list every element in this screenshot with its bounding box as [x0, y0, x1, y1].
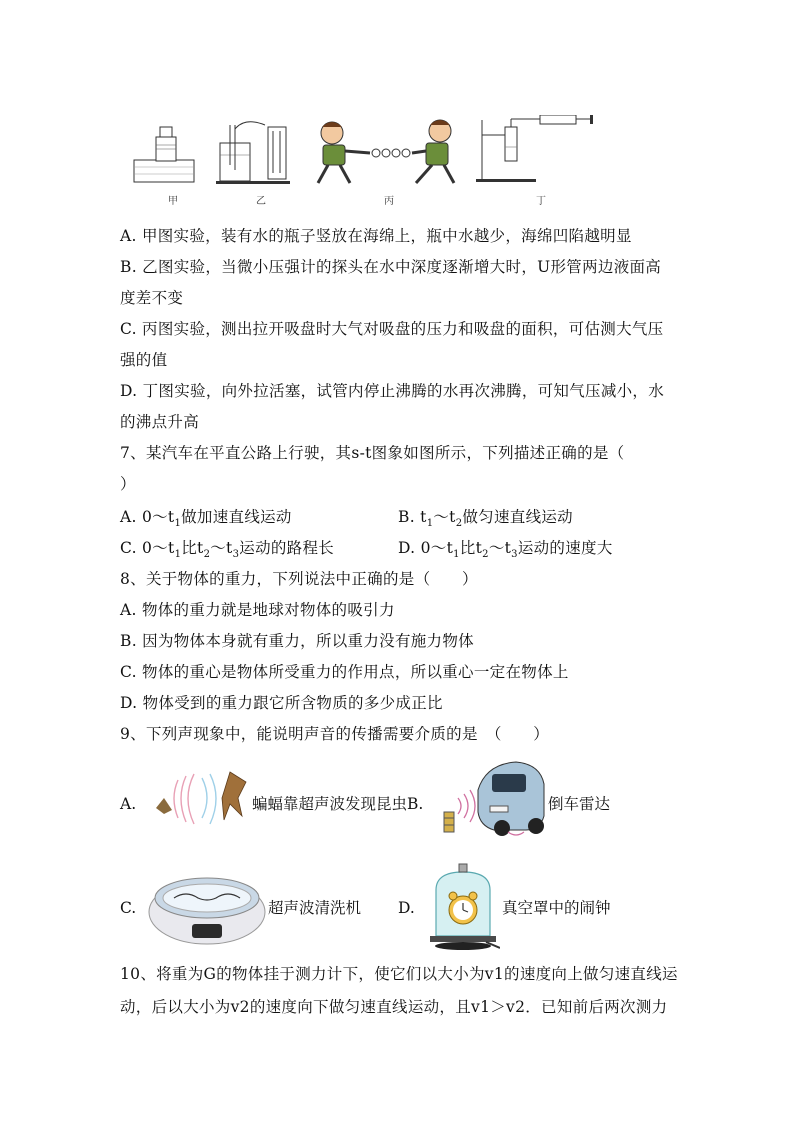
bat-insect-image — [150, 768, 250, 828]
manometer-figure — [216, 122, 290, 184]
q8-option-d: D. 物体受到的重力跟它所含物质的多少成正比 — [120, 694, 443, 712]
ultrasonic-cleaner-image — [146, 868, 268, 948]
q7-option-a — [120, 507, 292, 530]
q7-c-text: C. 0～t — [120, 539, 175, 557]
q9-stem: 9、下列声现象中，能说明声音的传播需要介质的是 （ ） — [120, 725, 550, 743]
q7-d-text4: 运动的速度大 — [517, 539, 613, 557]
q7-a-text2: 做加速直线运动 — [181, 508, 292, 526]
bottle-on-sponge-figure — [134, 127, 194, 182]
q10-line1: 10、将重为G的物体挂于测力计下，使它们以大小为v1的速度向上做匀速直线运 — [120, 965, 678, 983]
q7-option-d — [398, 538, 613, 561]
q7-stem-line2: ） — [120, 475, 136, 493]
tug-of-war-figure — [318, 120, 454, 183]
q6-option-b-line1: B. 乙图实验，当微小压强计的探头在水中深度逐渐增大时，U形管两边液面高 — [120, 258, 662, 276]
q7-b-sub2: 2 — [455, 518, 463, 530]
q7-d-text3: ～t — [488, 539, 512, 557]
q7-d-sub3: 3 — [511, 549, 518, 561]
q9-d-label: D. — [398, 899, 415, 917]
q9-a-label: A. — [120, 795, 137, 813]
q7-c-text4: 运动的路程长 — [239, 539, 335, 557]
q7-c-text2: 比t — [181, 539, 204, 557]
q9-a-text: 蝙蝠靠超声波发现昆虫B. — [252, 795, 424, 813]
caption-ding: 丁 — [536, 196, 546, 207]
q7-d-sub1: 1 — [453, 549, 460, 561]
q7-b-text: B. t — [398, 508, 427, 526]
q7-d-sub2: 2 — [482, 549, 489, 561]
q10-line2: 动，后以大小为v2的速度向下做匀速直线运动，且v1＞v2．已知前后两次测力 — [120, 998, 668, 1016]
q8-option-b: B. 因为物体本身就有重力，所以重力没有施力物体 — [120, 632, 474, 650]
q7-c-sub1: 1 — [174, 549, 182, 561]
q7-a-text: A. 0～t — [120, 508, 175, 526]
caption-yi: 乙 — [256, 196, 266, 207]
q7-option-c — [120, 538, 335, 561]
q7-b-sub1: 1 — [426, 518, 434, 530]
caption-bing: 丙 — [384, 196, 394, 207]
q7-c-text3: ～t — [210, 539, 233, 557]
syringe-flask-figure — [476, 115, 593, 182]
experiment-illustrations — [120, 115, 600, 210]
q6-option-a: A. 甲图实验，装有水的瓶子竖放在海绵上，瓶中水越少，海绵凹陷越明显 — [120, 227, 632, 245]
q6-option-d-line1: D. 丁图实验，向外拉活塞，试管内停止沸腾的水再次沸腾，可知气压减小，水 — [120, 382, 665, 400]
reversing-car-image — [436, 760, 548, 840]
q6-option-c-line1: C. 丙图实验，测出拉开吸盘时大气对吸盘的压力和吸盘的面积，可估测大气压 — [120, 320, 664, 338]
q7-a-sub: 1 — [174, 518, 182, 530]
q6-option-b-line2: 度差不变 — [120, 289, 184, 307]
q6-option-c-line2: 强的值 — [120, 351, 168, 369]
q7-d-text2: 比t — [459, 539, 483, 557]
q7-c-sub3: 3 — [232, 549, 240, 561]
q9-c-label: C. — [120, 899, 137, 917]
q8-stem: 8、关于物体的重力，下列说法中正确的是（ ） — [120, 570, 478, 588]
q7-b-text3: 做匀速直线运动 — [462, 508, 573, 526]
q7-stem-line1: 7、某汽车在平直公路上行驶，其s-t图象如图所示，下列描述正确的是（ — [120, 444, 625, 462]
q7-b-text2: ～t — [433, 508, 456, 526]
caption-jia: 甲 — [168, 196, 178, 207]
bell-jar-clock-image — [426, 862, 500, 952]
q7-d-text: D. 0～t — [398, 539, 454, 557]
q8-option-c: C. 物体的重心是物体所受重力的作用点，所以重心一定在物体上 — [120, 663, 569, 681]
figure-strip — [120, 115, 600, 210]
q9-c-text: 超声波清洗机 — [268, 899, 362, 917]
q9-d-text: 真空罩中的闹钟 — [502, 899, 611, 917]
q7-c-sub2: 2 — [203, 549, 211, 561]
q7-option-b — [398, 507, 573, 530]
q6-option-d-line2: 的沸点升高 — [120, 413, 200, 431]
q8-option-a: A. 物体的重力就是地球对物体的吸引力 — [120, 601, 395, 619]
q9-b-text: 倒车雷达 — [548, 795, 611, 813]
